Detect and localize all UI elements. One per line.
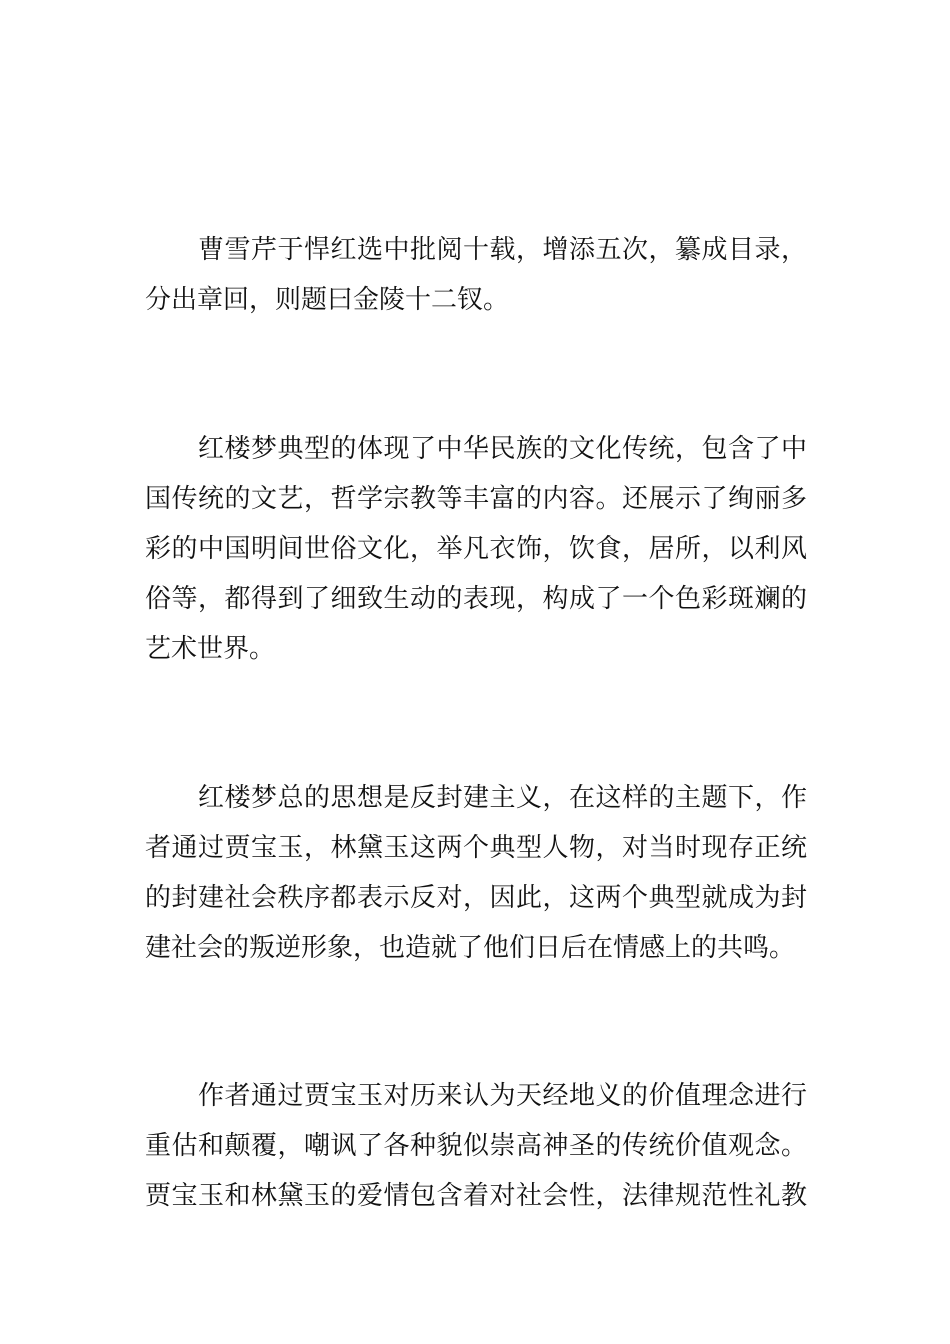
paragraph-line: 贾宝玉和林黛玉的爱情包含着对社会性，法律规范性礼教 xyxy=(145,1181,807,1211)
paragraph-line: 彩的中国明间世俗文化，举凡衣饰，饮食，居所，以利风 xyxy=(145,534,807,564)
paragraph-line: 分出章回，则题曰金陵十二钗。 xyxy=(145,285,510,315)
paragraph-line: 建社会的叛逆形象，也造就了他们日后在情感上的共鸣。 xyxy=(145,933,796,963)
paragraph-line: 红楼梦总的思想是反封建主义，在这样的主题下，作 xyxy=(198,783,807,813)
paragraph-line: 红楼梦典型的体现了中华民族的文化传统，包含了中 xyxy=(198,434,807,464)
paragraph-line: 曹雪芹于悍红选中批阅十载，增添五次，纂成目录， xyxy=(198,235,807,265)
paragraph-line: 国传统的文艺，哲学宗教等丰富的内容。还展示了绚丽多 xyxy=(145,484,807,514)
paragraph-line: 作者通过贾宝玉对历来认为天经地义的价值理念进行 xyxy=(198,1081,807,1111)
paragraph-line: 的封建社会秩序都表示反对，因此，这两个典型就成为封 xyxy=(145,883,807,913)
paragraph-line: 者通过贾宝玉，林黛玉这两个典型人物，对当时现存正统 xyxy=(145,833,807,863)
paragraph-line: 俗等，都得到了细致生动的表现，构成了一个色彩斑斓的 xyxy=(145,584,807,614)
paragraph-line: 重估和颠覆，嘲讽了各种貌似崇高神圣的传统价值观念。 xyxy=(145,1131,807,1161)
paragraph-line: 艺术世界。 xyxy=(145,634,276,664)
